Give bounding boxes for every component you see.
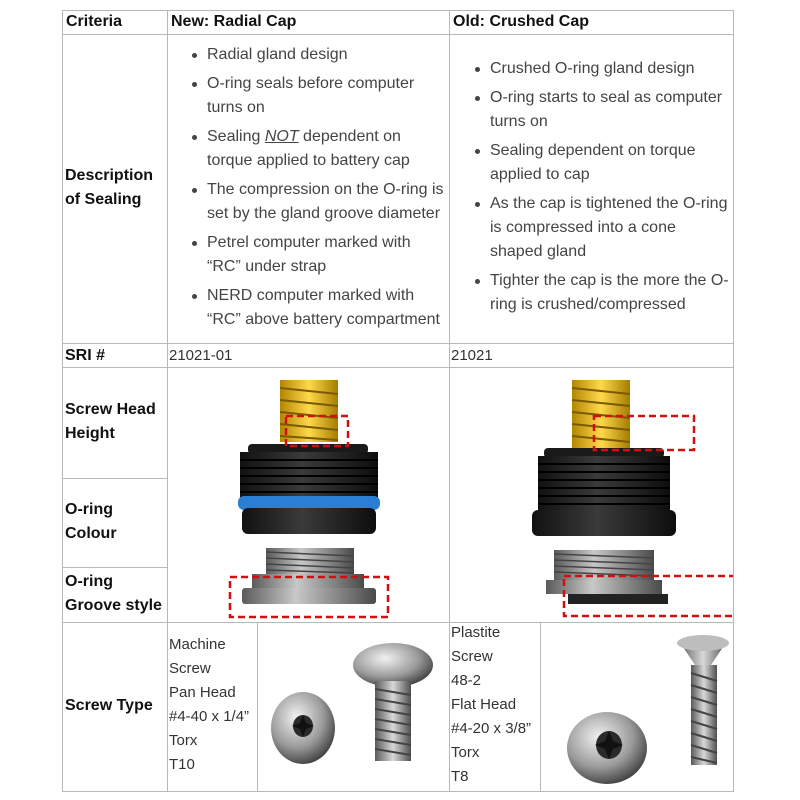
list-item: As the cap is tightened the O-ring is compressed into a cone shaped gland [469,192,733,264]
header-old: Old: Crushed Cap [453,13,590,30]
old-screw-spec: Plastite Screw 48-2 Flat Head #4-20 x 3/8” Torx T8 [451,624,532,785]
border-oring [62,567,167,568]
list-item: Petrel computer marked with “RC” under strap [186,231,448,279]
border-desc [62,343,734,344]
list-item: NERD computer marked with “RC” above battery compartment [186,284,448,332]
spring-new [280,380,338,442]
spring-old [572,380,630,448]
border-bottom [62,791,734,792]
machine-screw-image [258,623,449,791]
list-item: Sealing NOT dependent on torque applied to battery cap [186,125,448,173]
old-description [469,57,733,322]
new-screw-spec: Machine Screw Pan Head #4-40 x 1/4” Torx T10 [169,636,250,773]
list-item: Sealing dependent on torque applied to cap [469,139,733,187]
list-item: The compression on the O-ring is set by the gland groove diameter [186,178,448,226]
list-item: Crushed O-ring gland design [469,57,733,81]
sri-old: 21021 [451,347,493,364]
comparison-table [62,10,734,792]
new-description [186,43,448,337]
border-left [62,10,63,792]
border-screwhead [62,478,167,479]
plastite-screw-image [541,623,733,791]
blue-oring [238,496,380,510]
description-label: Description of Sealing [65,167,154,208]
not-emphasis: NOT [264,128,299,145]
list-item: Tighter the cap is the more the O- ring is crushed/compressed [469,269,733,317]
header-criteria: Criteria [66,13,123,30]
screw-type-label: Screw Type [65,697,153,714]
border-top [62,10,734,11]
crushed-cap-image [450,368,733,622]
border-right [733,10,734,792]
list-item: O-ring starts to seal as computer turns on [469,86,733,134]
border-header [62,34,734,35]
new-description-list [186,43,448,332]
list-item: Radial gland design [186,43,448,67]
screw-head-label: Screw Head Height [65,401,156,442]
header-new: New: Radial Cap [171,13,297,30]
groove-style-label: O-ring Groove style [65,573,162,614]
list-item: O-ring seals before computer turns on [186,72,448,120]
sri-label: SRI # [65,347,106,364]
oring-colour-label: O-ring Colour [65,501,117,542]
sri-new: 21021-01 [169,347,233,364]
black-oring [532,510,676,536]
radial-cap-image [168,368,449,622]
old-description-list [469,57,733,317]
